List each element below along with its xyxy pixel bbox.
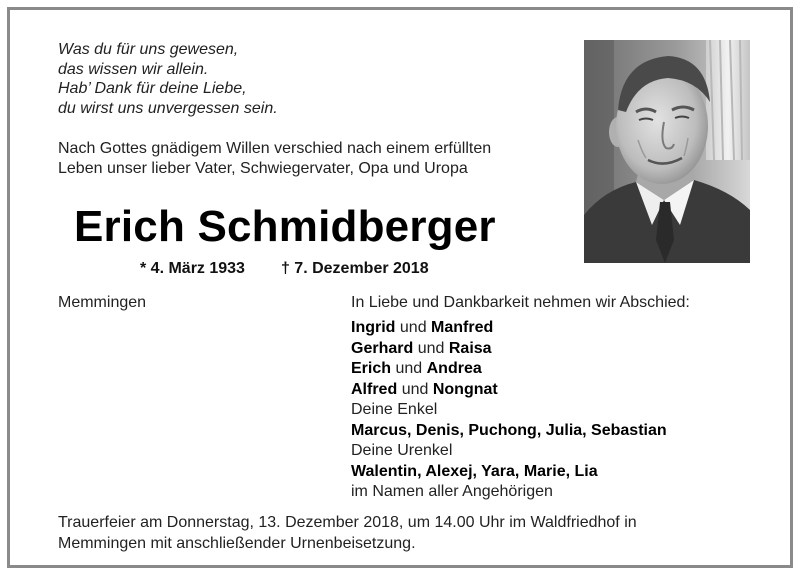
life-dates	[140, 260, 429, 278]
poem-line: das wissen wir allein.	[58, 60, 209, 78]
deceased-name: Erich Schmidberger	[74, 202, 496, 251]
family-member: Nongnat	[432, 380, 498, 398]
great-grandchildren-label: Deine Urenkel	[351, 442, 453, 459]
family-member: Ingrid	[351, 319, 396, 336]
grandchildren-names	[351, 421, 667, 442]
joiner: und	[395, 360, 423, 377]
funeral-line: Memmingen mit anschließender Urnenbeisetzung.	[58, 535, 416, 552]
joiner: und	[417, 339, 445, 357]
intro-line: Leben unser lieber Vater, Schwiegervater, Opa und Uropa	[58, 160, 468, 177]
great-grandchildren-names	[351, 462, 667, 483]
family-member: Manfred	[431, 319, 494, 336]
family-member: Andrea	[426, 360, 482, 377]
family-list	[351, 318, 667, 503]
death-date: † 7. Dezember 2018	[280, 260, 429, 277]
couple-line	[351, 359, 667, 380]
family-member: Raisa	[448, 339, 492, 357]
grandchildren-list: Marcus, Denis, Puchong, Julia, Sebastian	[351, 421, 667, 439]
home-town: Memmingen	[58, 294, 147, 311]
obituary-card	[7, 7, 793, 568]
birth-date: * 4. März 1933	[140, 260, 245, 277]
intro-line: Nach Gottes gnädigem Willen verschied nach einem erfüllten	[58, 140, 492, 157]
poem-line: Hab’ Dank für deine Liebe,	[58, 80, 247, 97]
funeral-notice	[58, 512, 637, 554]
poem-line: du wirst uns unvergessen sein.	[58, 99, 278, 117]
portrait-image	[584, 40, 750, 263]
grandchildren-label: Deine Enkel	[351, 401, 438, 418]
family-member: Alfred	[351, 380, 398, 398]
family-member: Erich	[351, 360, 392, 377]
family-closing: im Namen aller Angehörigen	[351, 483, 553, 500]
joiner: und	[401, 380, 429, 398]
couple-line	[351, 380, 667, 401]
family-member: Gerhard	[351, 339, 414, 357]
couple-line	[351, 339, 667, 360]
memorial-poem	[58, 40, 278, 118]
intro-text	[58, 139, 491, 179]
couple-line	[351, 318, 667, 339]
funeral-line: Trauerfeier am Donnerstag, 13. Dezember 2018, um 14.00 Uhr im Waldfriedhof in	[58, 514, 637, 531]
portrait-photo	[584, 40, 750, 263]
great-grandchildren-list: Walentin, Alexej, Yara, Marie, Lia	[351, 462, 598, 480]
joiner: und	[399, 319, 427, 336]
poem-line: Was du für uns gewesen,	[58, 41, 239, 58]
farewell-text: In Liebe und Dankbarkeit nehmen wir Abschied:	[351, 294, 690, 311]
